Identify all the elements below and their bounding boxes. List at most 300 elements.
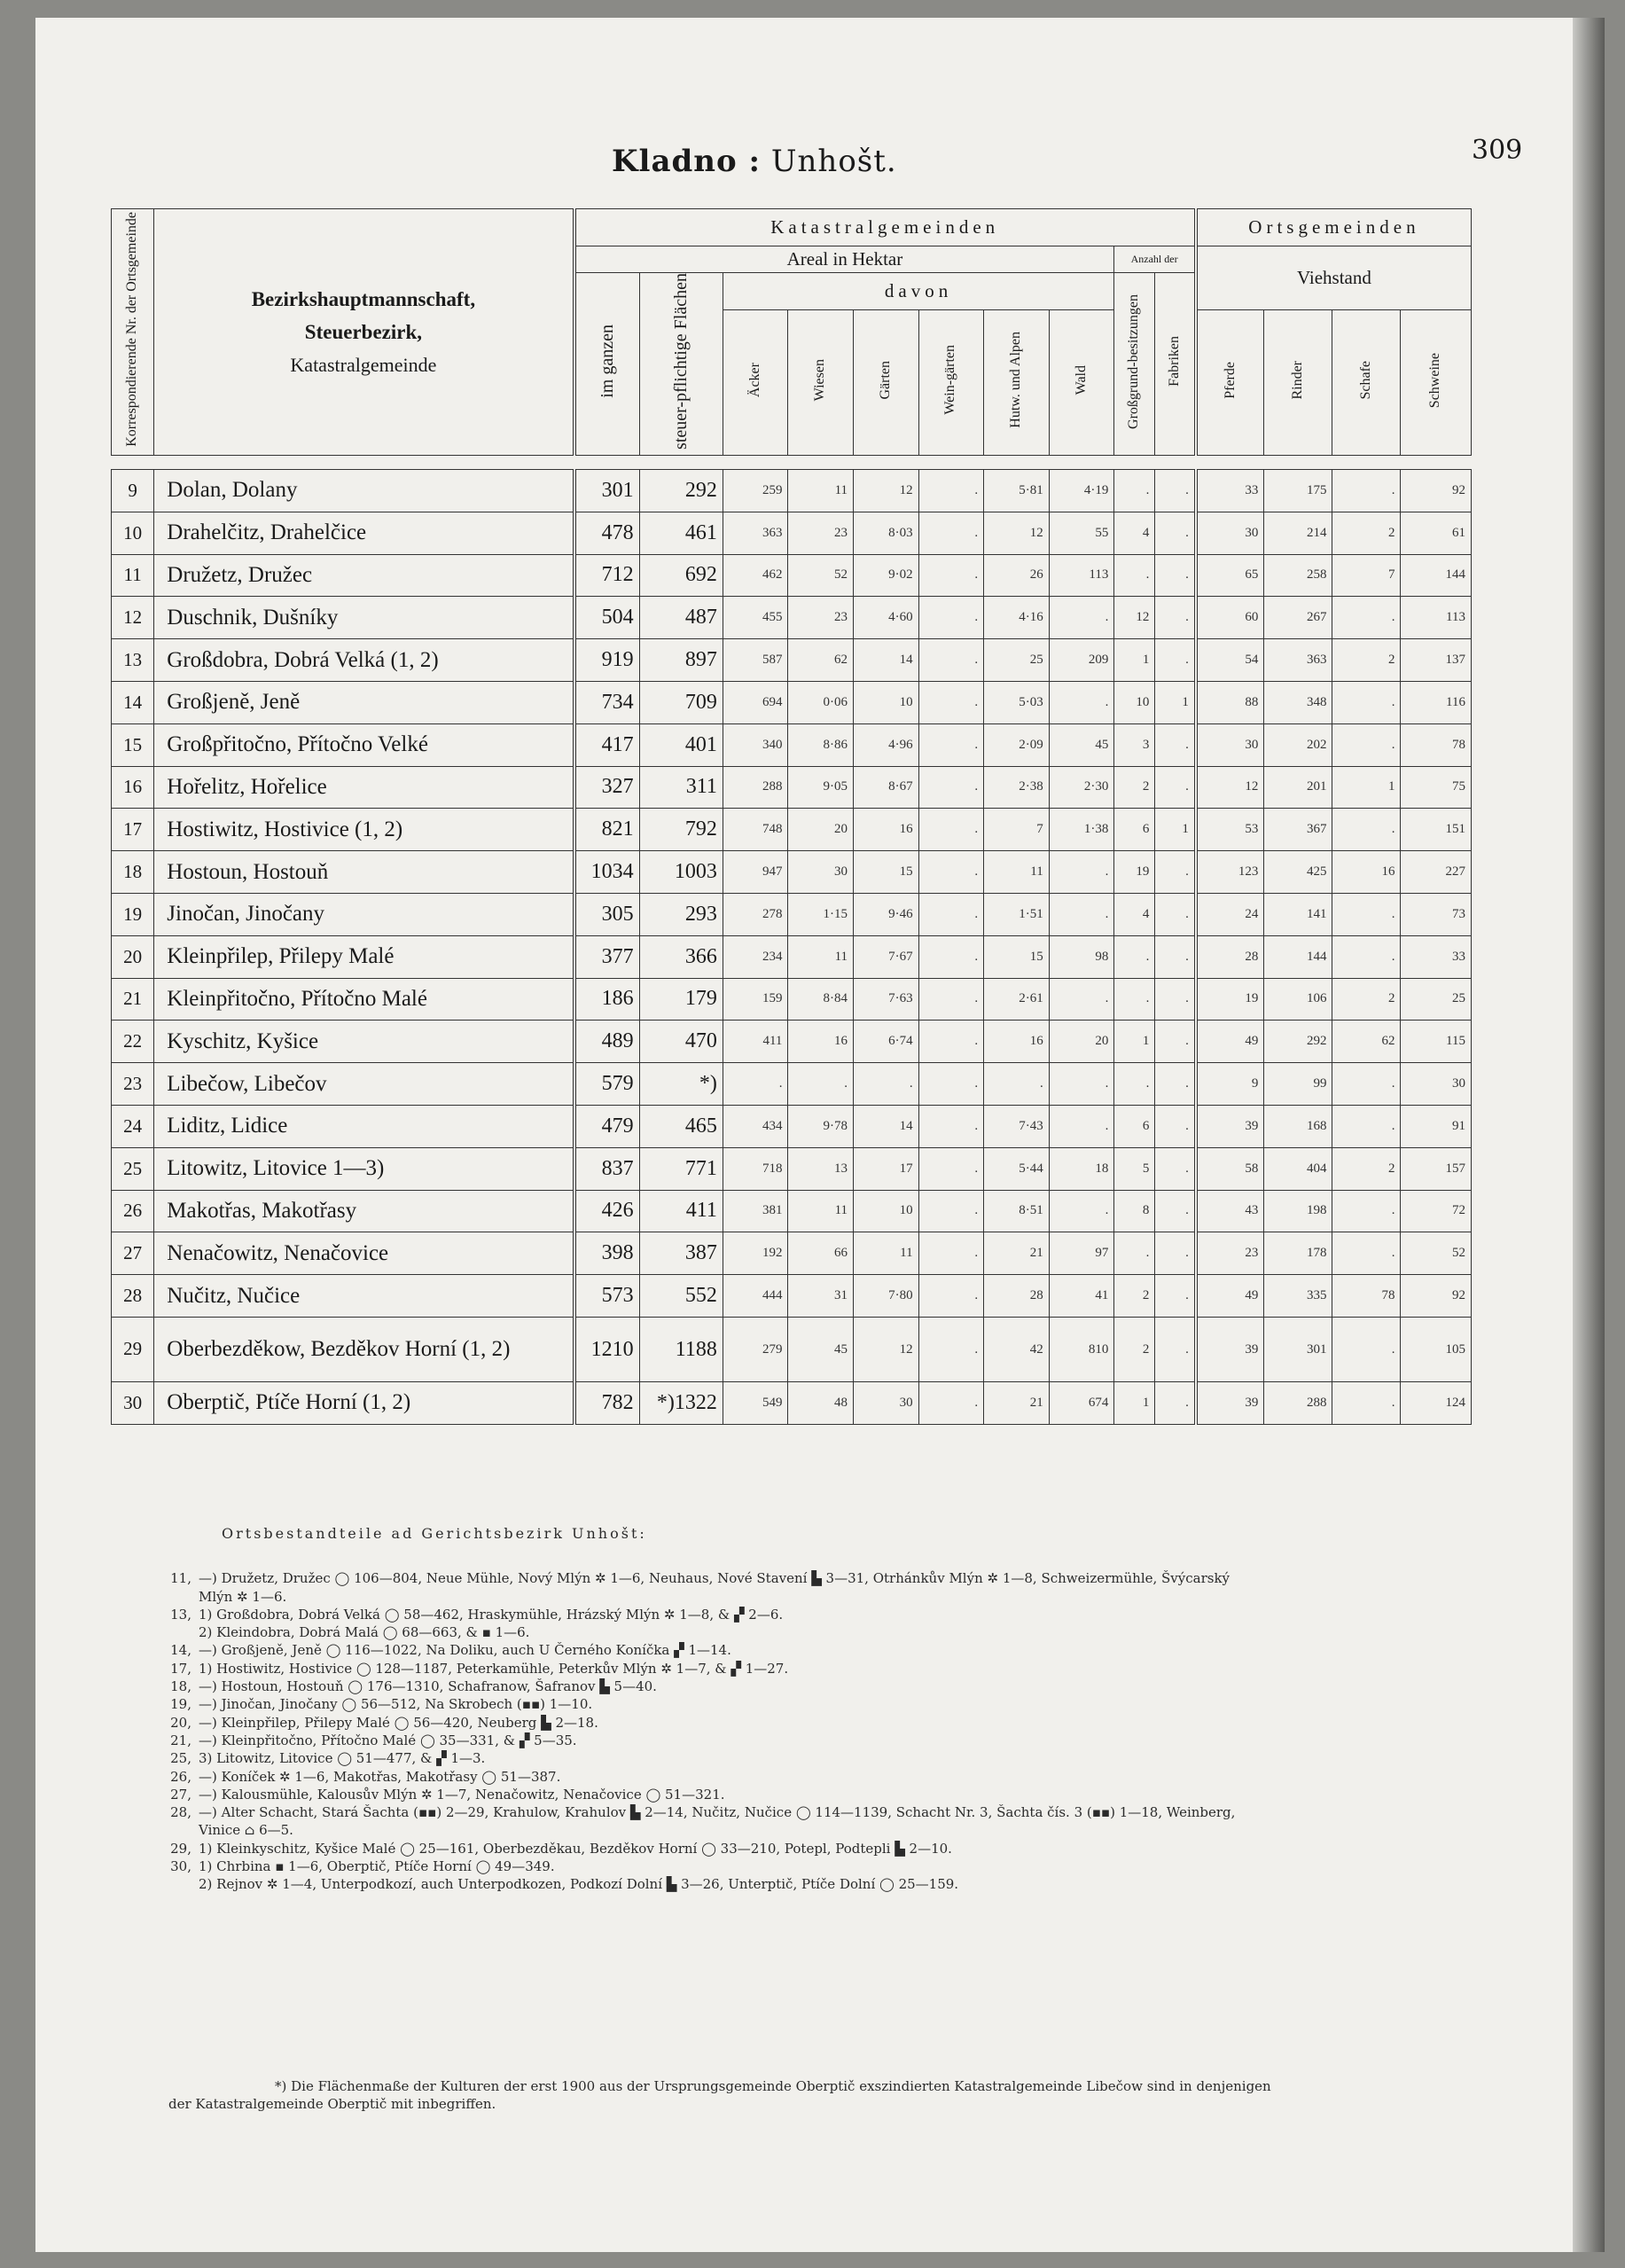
cell-grund: . <box>1114 1063 1155 1106</box>
scan-edge <box>1573 18 1605 2252</box>
table-row <box>112 512 1472 554</box>
table-row <box>112 1147 1472 1190</box>
cell-wein: . <box>918 1381 984 1424</box>
cell-ganz: 327 <box>574 766 640 809</box>
cell-rinder: 404 <box>1264 1147 1332 1190</box>
cell-steuer: 179 <box>639 978 723 1021</box>
cell-wiesen: 31 <box>788 1275 854 1318</box>
cell-schafe: . <box>1332 1317 1401 1381</box>
cell-schafe: 62 <box>1332 1021 1401 1063</box>
col-header-nr: Korrespondierende Nr. der Ortsgemeinde <box>112 209 154 456</box>
cell-grund: 6 <box>1114 1105 1155 1147</box>
col-header-hutweiden: Hutw. und Alpen <box>984 310 1050 456</box>
cell-wiesen: . <box>788 1063 854 1106</box>
cell-hutw: 5·03 <box>984 681 1050 723</box>
title-subdistrict: Unhošt. <box>761 144 897 179</box>
page-number: 309 <box>1472 135 1523 166</box>
cell-wein: . <box>918 723 984 766</box>
cell-rinder: 198 <box>1264 1190 1332 1232</box>
cell-name: Duschnik, Dušníky <box>154 597 574 639</box>
cell-fabr: . <box>1155 512 1196 554</box>
table-row <box>112 1275 1472 1318</box>
col-header-schafe: Schafe <box>1332 310 1401 456</box>
cell-wald: 4·19 <box>1049 469 1114 512</box>
cell-wald: . <box>1049 681 1114 723</box>
cell-pferde: 30 <box>1196 723 1264 766</box>
cell-schweine: 30 <box>1401 1063 1472 1106</box>
cell-hutw: 15 <box>984 935 1050 978</box>
footnote-line-1: *) Die Flächenmaße der Kulturen der erst 1900 aus der Ursprungsgemeinde Oberptič exszindierten Katastralgemeinde Libečow sind in denjenigen <box>275 2078 1271 2094</box>
cell-rinder: 267 <box>1264 597 1332 639</box>
cell-nr: 30 <box>112 1381 154 1424</box>
cell-wiesen: 0·06 <box>788 681 854 723</box>
cell-pferde: 12 <box>1196 766 1264 809</box>
note-key: 29, <box>170 1840 191 1857</box>
cell-hutw: 2·61 <box>984 978 1050 1021</box>
note-text: —) Kleinpřitočno, Přítočno Malé ◯ 35—331, & ▞ 5—35. <box>199 1732 577 1748</box>
cell-ganz: 579 <box>574 1063 640 1106</box>
table-row <box>112 809 1472 851</box>
cell-nr: 16 <box>112 766 154 809</box>
note-text: —) Kalousmühle, Kalousův Mlýn ✲ 1—7, Nenačowitz, Nenačovice ◯ 51—321. <box>199 1786 725 1803</box>
col-header-fabriken: Fabriken <box>1155 273 1196 456</box>
cell-nr: 24 <box>112 1105 154 1147</box>
cell-wiesen: 52 <box>788 554 854 597</box>
cell-nr: 11 <box>112 554 154 597</box>
table-row <box>112 723 1472 766</box>
cell-schafe: 7 <box>1332 554 1401 597</box>
cell-wald: . <box>1049 893 1114 935</box>
cell-rinder: 168 <box>1264 1105 1332 1147</box>
table-row <box>112 935 1472 978</box>
cell-pferde: 49 <box>1196 1021 1264 1063</box>
cell-rinder: 288 <box>1264 1381 1332 1424</box>
cell-schafe: 2 <box>1332 639 1401 682</box>
note-key: 26, <box>170 1768 191 1785</box>
cell-wiesen: 8·86 <box>788 723 854 766</box>
cell-gaerten: 7·67 <box>854 935 919 978</box>
cell-rinder: 141 <box>1264 893 1332 935</box>
table-row <box>112 851 1472 894</box>
note-key: 21, <box>170 1732 191 1748</box>
cell-steuer: 487 <box>639 597 723 639</box>
cell-steuer: 292 <box>639 469 723 512</box>
cell-acker: 947 <box>723 851 788 894</box>
cell-gaerten: . <box>854 1063 919 1106</box>
cell-steuer: 692 <box>639 554 723 597</box>
cell-rinder: 292 <box>1264 1021 1332 1063</box>
cell-ganz: 377 <box>574 935 640 978</box>
cell-wald: . <box>1049 1105 1114 1147</box>
note-line <box>151 1732 1472 1749</box>
cell-fabr: . <box>1155 554 1196 597</box>
cell-wald: 97 <box>1049 1232 1114 1275</box>
cell-fabr: . <box>1155 1232 1196 1275</box>
cell-gaerten: 8·67 <box>854 766 919 809</box>
col-header-davon: davon <box>723 273 1113 310</box>
cell-hutw: 4·16 <box>984 597 1050 639</box>
note-line <box>151 1695 1472 1713</box>
note-line <box>151 1641 1472 1659</box>
cell-fabr: . <box>1155 639 1196 682</box>
cell-wald: 41 <box>1049 1275 1114 1318</box>
cell-grund: 1 <box>1114 639 1155 682</box>
cell-grund: 12 <box>1114 597 1155 639</box>
cell-ganz: 573 <box>574 1275 640 1318</box>
note-line <box>151 1821 1472 1839</box>
note-line <box>151 1678 1472 1695</box>
cell-gaerten: 30 <box>854 1381 919 1424</box>
cell-name: Oberptič, Ptíče Horní (1, 2) <box>154 1381 574 1424</box>
cell-pferde: 24 <box>1196 893 1264 935</box>
cell-rinder: 363 <box>1264 639 1332 682</box>
cell-acker: 748 <box>723 809 788 851</box>
cell-nr: 26 <box>112 1190 154 1232</box>
cell-rinder: 99 <box>1264 1063 1332 1106</box>
cell-pferde: 49 <box>1196 1275 1264 1318</box>
cell-name: Jinočan, Jinočany <box>154 893 574 935</box>
cell-gaerten: 10 <box>854 1190 919 1232</box>
cell-hutw: 11 <box>984 851 1050 894</box>
note-key: 17, <box>170 1660 191 1677</box>
cell-steuer: 401 <box>639 723 723 766</box>
cell-wiesen: 8·84 <box>788 978 854 1021</box>
note-line <box>151 1749 1472 1767</box>
cell-nr: 9 <box>112 469 154 512</box>
cell-rinder: 335 <box>1264 1275 1332 1318</box>
cell-grund: . <box>1114 469 1155 512</box>
note-line <box>151 1857 1472 1875</box>
cell-nr: 23 <box>112 1063 154 1106</box>
note-text: —) Jinočan, Jinočany ◯ 56—512, Na Skrobech (▪▪) 1—10. <box>199 1696 593 1713</box>
cell-ganz: 734 <box>574 681 640 723</box>
cell-wein: . <box>918 1232 984 1275</box>
cell-name: Kleinpřilep, Přilepy Malé <box>154 935 574 978</box>
cell-pferde: 28 <box>1196 935 1264 978</box>
cell-name: Großjeně, Jeně <box>154 681 574 723</box>
cell-fabr: . <box>1155 766 1196 809</box>
note-line <box>151 1623 1472 1641</box>
cell-rinder: 301 <box>1264 1317 1332 1381</box>
cell-schweine: 73 <box>1401 893 1472 935</box>
cell-acker: 411 <box>723 1021 788 1063</box>
cell-rinder: 175 <box>1264 469 1332 512</box>
table-row <box>112 766 1472 809</box>
cell-hutw: . <box>984 1063 1050 1106</box>
cell-name: Großpřitočno, Přítočno Velké <box>154 723 574 766</box>
cell-gaerten: 4·96 <box>854 723 919 766</box>
note-text: —) Družetz, Družec ◯ 106—804, Neue Mühle, Nový Mlýn ✲ 1—6, Neuhaus, Nové Stavení ▙ 3—31, Otrhánkův Mlýn ✲ 1—8, Schweizermühle, Švýcarský <box>199 1570 1230 1587</box>
cell-steuer: 1003 <box>639 851 723 894</box>
cell-grund: 10 <box>1114 681 1155 723</box>
cell-steuer: 293 <box>639 893 723 935</box>
cell-hutw: 21 <box>984 1381 1050 1424</box>
cell-schafe: . <box>1332 1381 1401 1424</box>
table-row <box>112 1317 1472 1381</box>
cell-wein: . <box>918 893 984 935</box>
cell-ganz: 186 <box>574 978 640 1021</box>
cell-fabr: . <box>1155 893 1196 935</box>
cell-fabr: . <box>1155 1147 1196 1190</box>
note-key: 13, <box>170 1606 191 1623</box>
cell-schweine: 78 <box>1401 723 1472 766</box>
note-line <box>151 1660 1472 1678</box>
cell-pferde: 30 <box>1196 512 1264 554</box>
cell-gaerten: 10 <box>854 681 919 723</box>
note-line <box>151 1875 1472 1893</box>
cell-schafe: . <box>1332 681 1401 723</box>
cell-wiesen: 13 <box>788 1147 854 1190</box>
cell-ganz: 305 <box>574 893 640 935</box>
note-key: 27, <box>170 1786 191 1803</box>
note-key: 20, <box>170 1714 191 1731</box>
cell-fabr: . <box>1155 1021 1196 1063</box>
col-header-name: Bezirkshauptmannschaft, Steuerbezirk, Katastralgemeinde <box>154 209 574 456</box>
cell-grund: . <box>1114 978 1155 1021</box>
note-text: 1) Kleinkyschitz, Kyšice Malé ◯ 25—161, Oberbezděkau, Bezděkov Horní ◯ 33—210, Potepl, Podtepli ▙ 2—10. <box>199 1840 952 1857</box>
cell-ganz: 426 <box>574 1190 640 1232</box>
cell-pferde: 54 <box>1196 639 1264 682</box>
cell-hutw: 42 <box>984 1317 1050 1381</box>
cell-pferde: 88 <box>1196 681 1264 723</box>
cell-nr: 18 <box>112 851 154 894</box>
col-header-anzahl: Anzahl der <box>1114 246 1196 273</box>
cell-ganz: 712 <box>574 554 640 597</box>
cell-acker: 434 <box>723 1105 788 1147</box>
cell-nr: 25 <box>112 1147 154 1190</box>
cell-gaerten: 4·60 <box>854 597 919 639</box>
cell-schafe: . <box>1332 1190 1401 1232</box>
cell-schafe: . <box>1332 1232 1401 1275</box>
cell-fabr: . <box>1155 935 1196 978</box>
table-row <box>112 469 1472 512</box>
note-line <box>151 1840 1472 1857</box>
col-header-im-ganzen: im ganzen <box>574 273 640 456</box>
note-text: —) Großjeně, Jeně ◯ 116—1022, Na Doliku, auch U Černého Koníčka ▞ 1—14. <box>199 1642 731 1659</box>
note-line <box>151 1569 1472 1587</box>
cell-fabr: . <box>1155 978 1196 1021</box>
cell-steuer: 461 <box>639 512 723 554</box>
note-text: 2) Rejnov ✲ 1—4, Unterpodkozí, auch Unterpodkozen, Podkozí Dolní ▙ 3—26, Unterptič, Ptíče Dolní ◯ 25—159. <box>199 1876 959 1893</box>
cell-hutw: 26 <box>984 554 1050 597</box>
cell-schafe: . <box>1332 597 1401 639</box>
cell-schweine: 52 <box>1401 1232 1472 1275</box>
col-header-pferde: Pferde <box>1196 310 1264 456</box>
cell-name: Hořelitz, Hořelice <box>154 766 574 809</box>
cell-schafe: . <box>1332 1063 1401 1106</box>
cell-pferde: 39 <box>1196 1381 1264 1424</box>
cell-steuer: 897 <box>639 639 723 682</box>
note-key: 28, <box>170 1804 191 1821</box>
cell-hutw: 28 <box>984 1275 1050 1318</box>
cell-wiesen: 20 <box>788 809 854 851</box>
cell-wiesen: 23 <box>788 597 854 639</box>
cell-acker: 234 <box>723 935 788 978</box>
cell-nr: 15 <box>112 723 154 766</box>
cell-gaerten: 9·02 <box>854 554 919 597</box>
cell-wein: . <box>918 809 984 851</box>
cell-name: Nenačowitz, Nenačovice <box>154 1232 574 1275</box>
cell-steuer: 387 <box>639 1232 723 1275</box>
cell-wein: . <box>918 512 984 554</box>
col-header-weingaerten: Wein-gärten <box>918 310 984 456</box>
cell-schafe: . <box>1332 809 1401 851</box>
note-text: Mlýn ✲ 1—6. <box>199 1588 287 1605</box>
cell-wiesen: 66 <box>788 1232 854 1275</box>
cell-schweine: 72 <box>1401 1190 1472 1232</box>
cell-pferde: 23 <box>1196 1232 1264 1275</box>
table-row <box>112 1232 1472 1275</box>
page-title <box>612 144 897 179</box>
cell-gaerten: 14 <box>854 1105 919 1147</box>
cell-wein: . <box>918 1147 984 1190</box>
note-text: 1) Hostiwitz, Hostivice ◯ 128—1187, Peterkamühle, Peterkův Mlýn ✲ 1—7, & ▞ 1—27. <box>199 1660 789 1677</box>
cell-schafe: 1 <box>1332 766 1401 809</box>
cell-ganz: 1034 <box>574 851 640 894</box>
cell-name: Makotřas, Makotřasy <box>154 1190 574 1232</box>
cell-wald: 55 <box>1049 512 1114 554</box>
col-header-rinder: Rinder <box>1264 310 1332 456</box>
table-row <box>112 1381 1472 1424</box>
col-header-wiesen: Wiesen <box>788 310 854 456</box>
cell-wiesen: 23 <box>788 512 854 554</box>
cell-schweine: 151 <box>1401 809 1472 851</box>
cell-schweine: 33 <box>1401 935 1472 978</box>
cell-fabr: . <box>1155 1063 1196 1106</box>
cell-wiesen: 30 <box>788 851 854 894</box>
cell-name: Litowitz, Litovice 1—3) <box>154 1147 574 1190</box>
cell-nr: 22 <box>112 1021 154 1063</box>
cell-fabr: . <box>1155 597 1196 639</box>
cell-schafe: 2 <box>1332 1147 1401 1190</box>
note-line <box>151 1786 1472 1803</box>
cell-grund: 1 <box>1114 1381 1155 1424</box>
cell-hutw: 5·44 <box>984 1147 1050 1190</box>
cell-schafe: 16 <box>1332 851 1401 894</box>
cell-pferde: 60 <box>1196 597 1264 639</box>
cell-schweine: 92 <box>1401 469 1472 512</box>
cell-pferde: 39 <box>1196 1317 1264 1381</box>
cell-gaerten: 15 <box>854 851 919 894</box>
cell-steuer: 1188 <box>639 1317 723 1381</box>
cell-nr: 27 <box>112 1232 154 1275</box>
cell-wald: 45 <box>1049 723 1114 766</box>
cell-schweine: 75 <box>1401 766 1472 809</box>
cell-gaerten: 11 <box>854 1232 919 1275</box>
cell-wiesen: 11 <box>788 469 854 512</box>
cell-nr: 29 <box>112 1317 154 1381</box>
cell-hutw: 7·43 <box>984 1105 1050 1147</box>
cell-wein: . <box>918 1317 984 1381</box>
cell-nr: 13 <box>112 639 154 682</box>
col-header-katastral: Katastralgemeinden <box>574 209 1196 246</box>
cell-wein: . <box>918 1063 984 1106</box>
col-header-acker: Äcker <box>723 310 788 456</box>
note-key: 11, <box>170 1570 191 1587</box>
cell-grund: 6 <box>1114 809 1155 851</box>
cell-wiesen: 62 <box>788 639 854 682</box>
cell-wiesen: 11 <box>788 935 854 978</box>
cell-steuer: 465 <box>639 1105 723 1147</box>
cell-wald: 98 <box>1049 935 1114 978</box>
cell-gaerten: 6·74 <box>854 1021 919 1063</box>
cell-grund: 2 <box>1114 1275 1155 1318</box>
cell-ganz: 821 <box>574 809 640 851</box>
cell-fabr: . <box>1155 1275 1196 1318</box>
cell-wein: . <box>918 1275 984 1318</box>
cell-hutw: 12 <box>984 512 1050 554</box>
cell-steuer: *) <box>639 1063 723 1106</box>
cell-wein: . <box>918 639 984 682</box>
footnote <box>168 2077 1472 2113</box>
cell-grund: 5 <box>1114 1147 1155 1190</box>
table-row <box>112 893 1472 935</box>
cell-ganz: 489 <box>574 1021 640 1063</box>
cell-wald: . <box>1049 1063 1114 1106</box>
cell-acker: 549 <box>723 1381 788 1424</box>
cell-ganz: 417 <box>574 723 640 766</box>
cell-acker: 587 <box>723 639 788 682</box>
cell-acker: 718 <box>723 1147 788 1190</box>
cell-name: Nučitz, Nučice <box>154 1275 574 1318</box>
cell-grund: 4 <box>1114 893 1155 935</box>
cell-wald: 209 <box>1049 639 1114 682</box>
table-row <box>112 1021 1472 1063</box>
cell-ganz: 919 <box>574 639 640 682</box>
cell-grund: . <box>1114 554 1155 597</box>
cell-fabr: . <box>1155 723 1196 766</box>
cell-rinder: 202 <box>1264 723 1332 766</box>
note-line <box>151 1714 1472 1732</box>
cell-gaerten: 7·63 <box>854 978 919 1021</box>
cell-acker: 278 <box>723 893 788 935</box>
cell-wein: . <box>918 978 984 1021</box>
cell-steuer: *)1322 <box>639 1381 723 1424</box>
cell-schweine: 137 <box>1401 639 1472 682</box>
note-key: 18, <box>170 1678 191 1695</box>
cell-wiesen: 1·15 <box>788 893 854 935</box>
cell-ganz: 479 <box>574 1105 640 1147</box>
cell-grund: 2 <box>1114 1317 1155 1381</box>
cell-wein: . <box>918 1021 984 1063</box>
cell-wald: . <box>1049 597 1114 639</box>
cell-name: Drahelčitz, Drahelčice <box>154 512 574 554</box>
note-text: 3) Litowitz, Litovice ◯ 51—477, & ▞ 1—3. <box>199 1750 486 1767</box>
cell-ganz: 478 <box>574 512 640 554</box>
note-text: —) Koníček ✲ 1—6, Makotřas, Makotřasy ◯ 51—387. <box>199 1768 561 1785</box>
cell-wald: . <box>1049 851 1114 894</box>
cell-pferde: 65 <box>1196 554 1264 597</box>
cell-name: Hostoun, Hostouň <box>154 851 574 894</box>
cell-hutw: 2·09 <box>984 723 1050 766</box>
cell-schafe: . <box>1332 723 1401 766</box>
cell-rinder: 214 <box>1264 512 1332 554</box>
cell-acker: 455 <box>723 597 788 639</box>
cell-gaerten: 17 <box>854 1147 919 1190</box>
cell-fabr: . <box>1155 851 1196 894</box>
cell-name: Kleinpřitočno, Přítočno Malé <box>154 978 574 1021</box>
cell-pferde: 39 <box>1196 1105 1264 1147</box>
cell-wald: . <box>1049 1190 1114 1232</box>
cell-schweine: 105 <box>1401 1317 1472 1381</box>
cell-pferde: 58 <box>1196 1147 1264 1190</box>
cell-wald: 2·30 <box>1049 766 1114 809</box>
cell-schweine: 91 <box>1401 1105 1472 1147</box>
cell-wiesen: 9·05 <box>788 766 854 809</box>
cell-rinder: 106 <box>1264 978 1332 1021</box>
title-district: Kladno : <box>612 144 762 179</box>
cell-wiesen: 11 <box>788 1190 854 1232</box>
